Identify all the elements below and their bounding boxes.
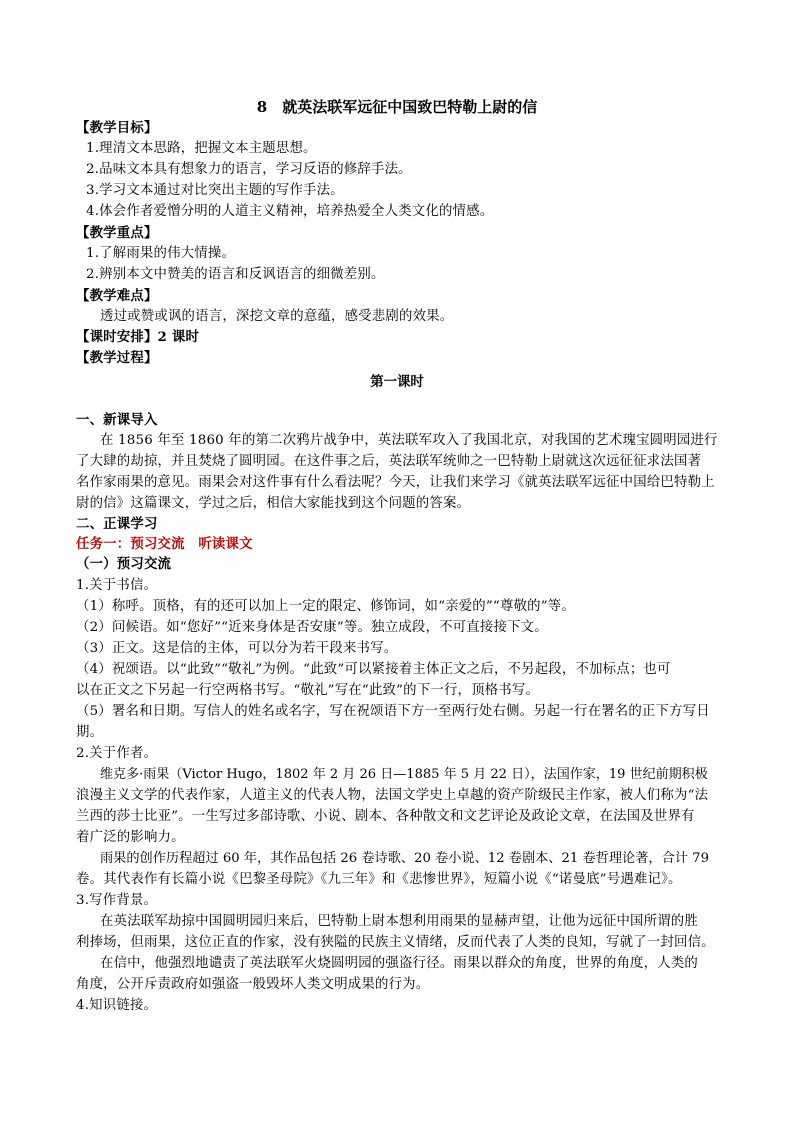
- letter-part: （4）祝颂语。以“此致”“敬礼”为例。“此致”可以紧接着主体正文之后，不另起段，不加标点；也可: [76, 662, 671, 677]
- paragraph-line: 在 1856 年至 1860 年的第二次鸦片战争中，英法联军攻入了我国北京，对我国的艺术瑰宝圆明园进行: [100, 433, 718, 448]
- difficulties-text: 透过或赞或讽的语言，深挖文章的意蕴，感受悲剧的效果。: [100, 309, 454, 324]
- paragraph-line: 了大肆的劫掠，并且焚烧了圆明园。在这件事之后，英法联军统帅之一巴特勒上尉就这次远征征求法国著: [76, 454, 702, 469]
- paragraph-line: 卷。其代表作有长篇小说《巴黎圣母院》《九三年》和《悲惨世界》，短篇小说《“诺曼底”号遇难记》。: [76, 872, 682, 887]
- paragraph-line: 兰西的莎士比亚”。一生写过多部诗歌、小说、剧本、各种散文和文艺评论及政论文章，在法国及世界有: [76, 809, 695, 824]
- paragraph-line: 着广泛的影响力。: [76, 830, 185, 845]
- paragraph-line: 利捧场，但雨果，这位正直的作家，没有狭隘的民族主义情绪，反而代表了人类的良知，写就了一封回信。: [76, 935, 715, 950]
- task1-heading: 任务一：预习交流 听读课文: [76, 536, 253, 552]
- letter-part: 期。: [76, 725, 104, 740]
- item-heading: 2.关于作者。: [76, 746, 158, 761]
- paragraph-line: 尉的信》这篇课文，学过之后，相信大家能找到这个问题的答案。: [76, 496, 471, 511]
- letter-part: （5）署名和日期。写信人的姓名或名字，写在祝颂语下方一至两行处右侧。另起一行在署名的正下方写日: [76, 704, 710, 719]
- paragraph-line: 在信中，他强烈地谴责了英法联军火烧圆明园的强盗行径。雨果以群众的角度，世界的角度，人类的: [100, 956, 698, 971]
- schedule-line: 【课时安排】2 课时: [76, 329, 200, 345]
- paragraph-line: 浪漫主义文学的代表作家，人道主义的代表人物，法国文学史上卓越的资产阶级民主作家，被人们称为“法: [76, 788, 709, 803]
- letter-part: （2）问候语。如“您好”“近来身体是否安康”等。独立成段，不可直接接下文。: [76, 620, 548, 635]
- item-heading: 4.知识链接。: [76, 998, 158, 1013]
- goal-item: 1.理清文本思路，把握文本主题思想。: [86, 141, 317, 156]
- paragraph-line: 雨果的创作历程超过 60 年，其作品包括 26 卷诗歌、20 卷小说、12 卷剧本、21 卷哲理论著，合计 79: [100, 851, 709, 866]
- preview-subheading: （一）预习交流: [76, 556, 172, 572]
- paragraph-line: 维克多·雨果（Victor Hugo，1802 年 2 月 26 日—1885 年 5 月 22 日），法国作家，19 世纪前期积极: [100, 767, 708, 782]
- difficulties-heading: 【教学难点】: [76, 288, 158, 304]
- key-point-item: 1.了解雨果的伟大情操。: [86, 246, 236, 261]
- section1-heading: 一、新课导入: [76, 412, 158, 428]
- item-heading: 3.写作背景。: [76, 893, 158, 908]
- paragraph-line: 名作家雨果的意见。雨果会对这件事有什么看法呢？今天，让我们来学习《就英法联军远征中国给巴特勒上: [76, 475, 715, 490]
- item-heading: 1.关于书信。: [76, 578, 158, 593]
- letter-part: 以在正文之下另起一行空两格书写。“敬礼”写在“此致”的下一行，顶格书写。: [76, 683, 540, 698]
- letter-part: （3）正文。这是信的主体，可以分为若干段来书写。: [76, 641, 398, 656]
- key-points-heading: 【教学重点】: [76, 225, 158, 241]
- paragraph-line: 角度，公开斥责政府如强盗一般毁坏人类文明成果的行为。: [76, 977, 430, 992]
- section2-heading: 二、正课学习: [76, 516, 158, 532]
- goal-item: 2.品味文本具有想象力的语言，学习反语的修辞手法。: [86, 162, 412, 177]
- goals-heading: 【教学目标】: [76, 120, 158, 136]
- document-title: 8 就英法联军远征中国致巴特勒上尉的信: [256, 98, 538, 116]
- paragraph-line: 在英法联军劫掠中国圆明园归来后，巴特勒上尉本想利用雨果的显赫声望，让他为远征中国所谓的胜: [100, 914, 698, 929]
- goal-item: 4.体会作者爱憎分明的人道主义精神，培养热爱全人类文化的情感。: [86, 204, 494, 219]
- process-heading: 【教学过程】: [76, 350, 158, 366]
- key-point-item: 2.辨别本文中赞美的语言和反讽语言的细微差别。: [86, 267, 385, 282]
- letter-part: （1）称呼。顶格，有的还可以加上一定的限定、修饰词，如“亲爱的”“尊敬的”等。: [76, 599, 575, 614]
- goal-item: 3.学习文本通过对比突出主题的写作手法。: [86, 183, 344, 198]
- lesson-title: 第一课时: [370, 374, 424, 390]
